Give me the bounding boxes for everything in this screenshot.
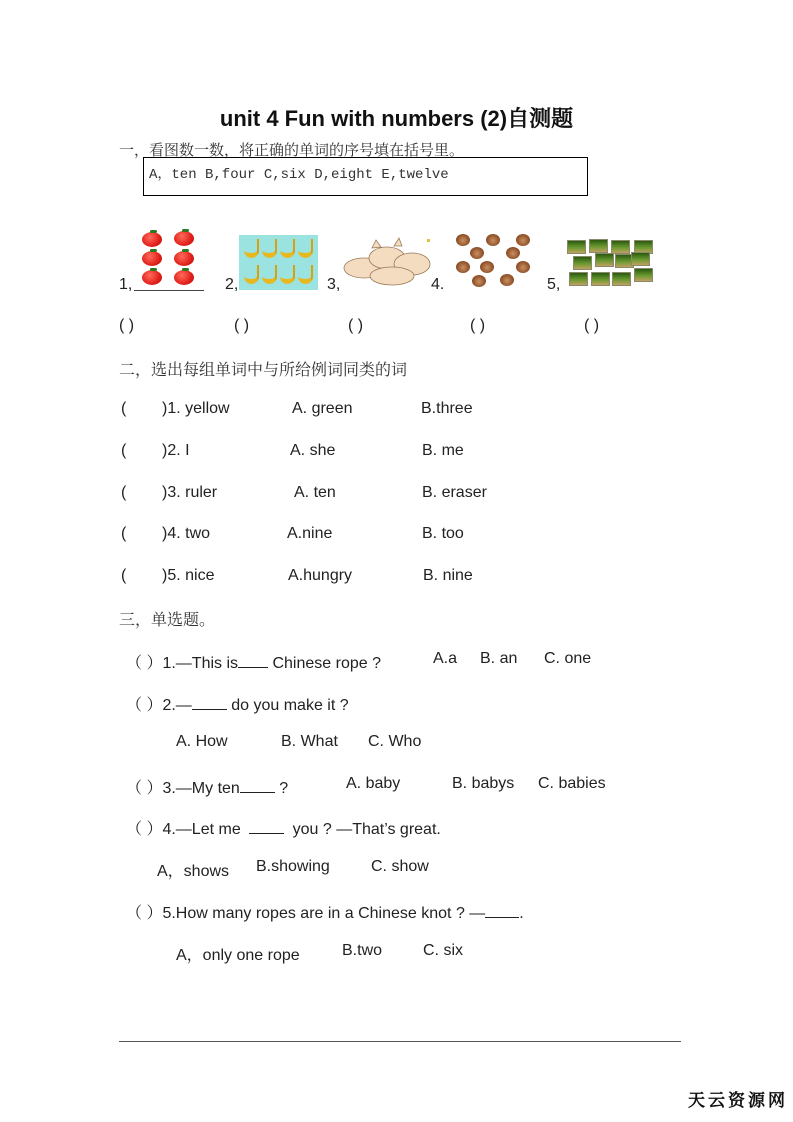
answer-bracket-3[interactable]: ( )	[348, 317, 364, 334]
s3-q3-option-a: A. baby	[346, 775, 401, 792]
s3-q2-option-a: A. How	[176, 733, 228, 750]
s3-q1-option-c: C. one	[544, 650, 592, 667]
dot-mark	[427, 239, 430, 242]
s3-q5-option-a: A，only one rope	[176, 947, 300, 964]
s3-q5-stem: 5.How many ropes are in a Chinese knot ? —	[162, 905, 486, 922]
s3-q4-option-b: B.showing	[256, 858, 330, 875]
s3-q5-option-b: B.two	[342, 942, 383, 959]
s3-q4-stem: 4.—Let me	[162, 821, 246, 838]
s3-q2-blank[interactable]	[192, 695, 227, 710]
s3-q4-stem-end: you ? —That’s great.	[288, 821, 441, 838]
s2-q4-open[interactable]: (	[121, 525, 127, 542]
answer-bracket-2[interactable]: ( )	[234, 317, 250, 334]
s2-q3-word: )3. ruler	[162, 484, 218, 501]
s2-q1-open[interactable]: (	[121, 400, 127, 417]
s3-q1-stem: 1.—This is	[162, 655, 239, 672]
item-4-label: 4.	[431, 276, 445, 293]
s3-q4-row	[126, 816, 441, 839]
section2-heading: 二，选出每组单词中与所给例词同类的词	[119, 360, 408, 379]
s3-q3-bracket[interactable]: （ ）	[126, 780, 163, 797]
item-2-label: 2,	[225, 276, 239, 293]
s3-q1-option-b: B. an	[480, 650, 518, 667]
word-bank: A，ten B,four C,six D,eight E,twelve	[149, 167, 449, 183]
page-title: unit 4 Fun with numbers (2)自测题	[219, 106, 574, 131]
s3-q4-option-a: A，shows	[157, 863, 230, 880]
s3-q3-option-c: C. babies	[538, 775, 606, 792]
s3-q3-row	[126, 775, 288, 798]
s3-q2-stem: 2.—	[162, 697, 192, 714]
s3-q2-option-b: B. What	[281, 733, 338, 750]
s3-q4-option-c: C. show	[371, 858, 429, 875]
six-apples-icon	[138, 228, 200, 288]
s3-q4-bracket[interactable]: （ ）	[126, 821, 163, 838]
answer-bracket-5[interactable]: ( )	[584, 317, 600, 334]
s3-q1-row	[126, 650, 381, 673]
s3-q3-stem: 3.—My ten	[162, 780, 240, 797]
s2-q5-option-b: B. nine	[423, 567, 473, 584]
answer-bracket-1[interactable]: ( )	[119, 317, 135, 334]
s2-q4-option-a: A.nine	[287, 525, 333, 542]
footer-divider	[119, 1041, 681, 1042]
s3-q5-option-c: C. six	[423, 942, 463, 959]
s2-q5-option-a: A.hungry	[288, 567, 353, 584]
cats-group-icon	[342, 236, 434, 286]
word-bank-box	[143, 157, 588, 196]
s3-q5-row	[126, 900, 524, 923]
item-3-label: 3,	[327, 276, 341, 293]
s2-q2-word: )2. I	[162, 442, 190, 459]
s2-q5-open[interactable]: (	[121, 567, 127, 584]
item-1-label: 1,	[119, 276, 133, 293]
item-1-underline	[134, 290, 204, 291]
s3-q1-option-a: A.a	[433, 650, 458, 667]
section1-heading: 一，看图数一数，将正确的单词的序号填在括号里。	[119, 141, 465, 159]
s3-q2-row	[126, 692, 349, 715]
s2-q2-option-b: B. me	[422, 442, 464, 459]
s2-q1-word: )1. yellow	[162, 400, 230, 417]
s2-q1-option-b: B.three	[421, 400, 473, 417]
s3-q3-option-b: B. babys	[452, 775, 515, 792]
ten-puppies-icon	[450, 230, 536, 290]
s2-q4-word: )4. two	[162, 525, 211, 542]
s2-q3-option-a: A. ten	[294, 484, 336, 501]
s3-q3-stem-end: ?	[274, 780, 289, 797]
s3-q1-blank[interactable]	[238, 653, 268, 668]
watermark-logo: 天云资源网	[688, 1091, 788, 1111]
s3-q4-blank[interactable]	[249, 819, 284, 834]
s2-q3-open[interactable]: (	[121, 484, 127, 501]
answer-bracket-4[interactable]: ( )	[470, 317, 486, 334]
s2-q2-open[interactable]: (	[121, 442, 127, 459]
s3-q5-bracket[interactable]: （ ）	[126, 905, 163, 922]
s3-q3-blank[interactable]	[240, 778, 275, 793]
s3-q2-bracket[interactable]: （ ）	[126, 697, 163, 714]
eight-bananas-icon	[239, 235, 318, 290]
s2-q3-option-b: B. eraser	[422, 484, 487, 501]
s3-q5-stem-end: .	[519, 905, 524, 922]
s2-q1-option-a: A. green	[292, 400, 353, 417]
s3-q2-option-c: C. Who	[368, 733, 422, 750]
s2-q4-option-b: B. too	[422, 525, 464, 542]
s3-q5-blank[interactable]	[485, 903, 519, 918]
item-5-label: 5,	[547, 276, 561, 293]
s2-q2-option-a: A. she	[290, 442, 336, 459]
twelve-photos-icon	[565, 238, 657, 290]
s2-q5-word: )5. nice	[162, 567, 215, 584]
s3-q1-bracket[interactable]: （ ）	[126, 655, 163, 672]
s3-q2-stem-end: do you make it ?	[226, 697, 349, 714]
s3-q1-stem-end: Chinese rope ?	[268, 655, 381, 672]
section3-heading: 三，单选题。	[119, 610, 216, 629]
